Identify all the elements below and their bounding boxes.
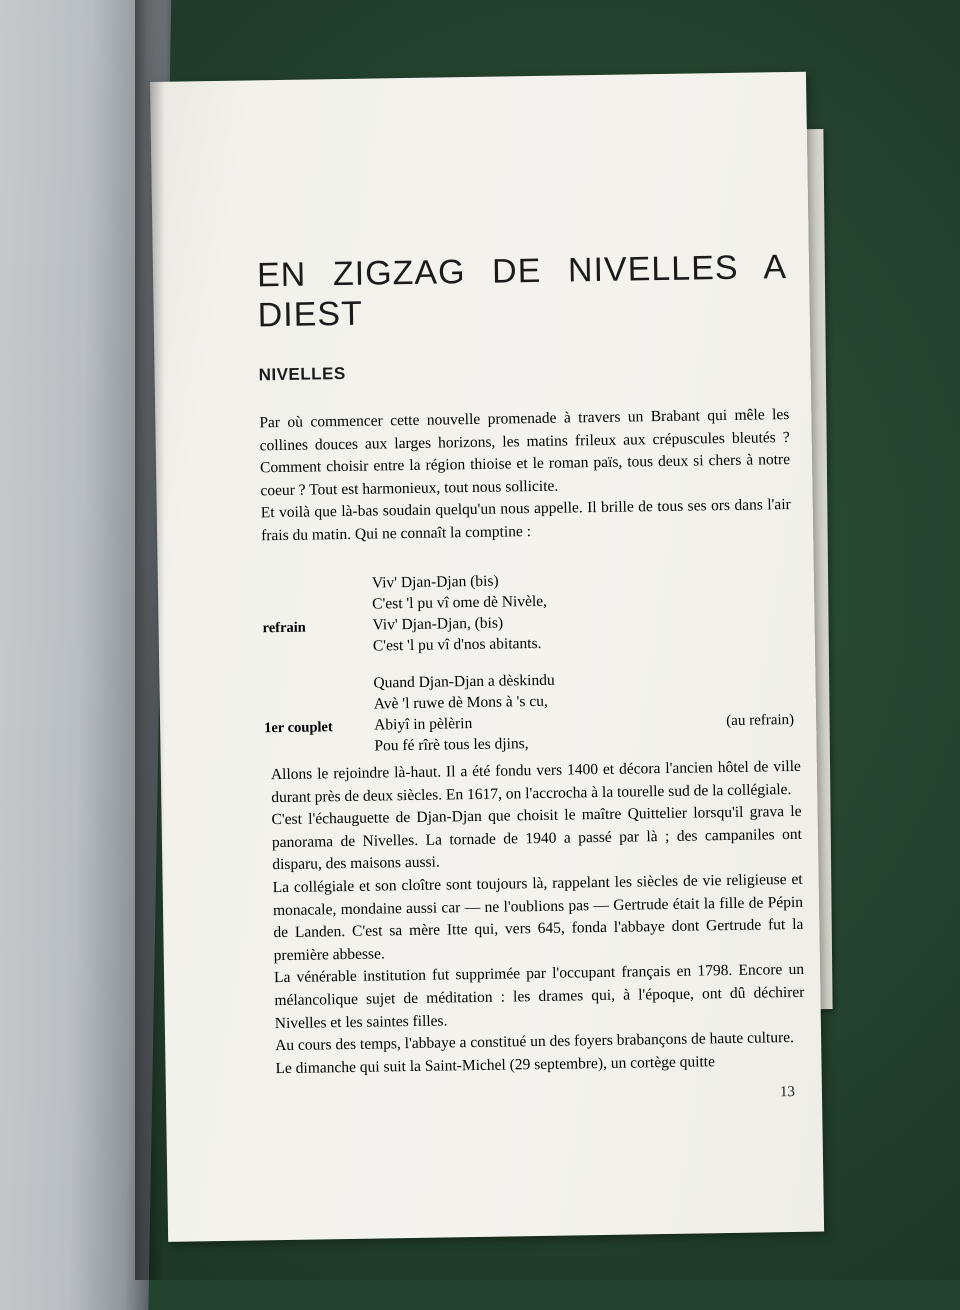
verse-line: C'est 'l pu vî ome dè Nivèle, <box>372 592 548 613</box>
verse-line: Abiyî in pèlèrin <box>373 715 473 734</box>
chapter-title: EN ZIGZAG DE NIVELLES A DIEST <box>256 248 788 335</box>
paragraph: Au cours des temps, l'abbaye a constitué un des foyers brabançons de haute culture. <box>275 1029 795 1055</box>
paragraph: C'est l'échauguette de Djan-Djan que choisit le maître Quittelier lorsqu'il grava le panorama de Nivelles. La tornade de 1940 a passé par là ; des campaniles ont disparu, des maisons aussi. <box>271 803 803 874</box>
section-heading: NIVELLES <box>258 363 346 385</box>
poem-refrain <box>262 566 793 664</box>
paragraph: Le dimanche qui suit la Saint-Michel (29 septembre), un cortège quitte <box>275 1052 716 1077</box>
intro-text <box>259 404 791 548</box>
paragraph: La collégiale et son cloître sont toujours là, rappelant les siècles de vie religieuse et monacale, mondaine aussi car — ne l'oublions pas — Gertrude était la fille de Pépin de Landen. C'est sa mère Itte qui, vers 645, fonda l'abbaye dont Gertrude fut la première abbesse. <box>272 870 804 964</box>
paragraph: Allons le rejoindre là-haut. Il a été fondu vers 1400 et décora l'ancien hôtel de ville durant près de deux siècles. En 1617, on l'accrocha à la tourelle sud de la collégiale. <box>270 757 801 806</box>
verse-line: Avè 'l ruwe dè Mons à 's cu, <box>373 692 548 713</box>
verse-lines <box>373 670 556 757</box>
main-text <box>271 756 806 1081</box>
paragraph: Et voilà que là-bas soudain quelqu'un nous appelle. Il brille de tous ses ors dans l'air frais du matin. Qui ne connaît la comptine : <box>260 496 791 545</box>
page-number: 13 <box>779 1083 796 1101</box>
poem-couplet <box>263 666 794 764</box>
verse-label: refrain <box>262 619 306 637</box>
verse-label: 1er couplet <box>264 719 333 737</box>
book-page <box>150 72 824 1242</box>
verse-line: C'est 'l pu vî d'nos abitants. <box>372 634 542 655</box>
gutter-shadow <box>135 0 165 1280</box>
paragraph: La vénérable institution fut supprimée par l'occupant français en 1798. Encore un mélancolique sujet de méditation : les drames qui, à l'époque, ont dû déchirer Nivelles et les saintes filles. <box>273 961 805 1032</box>
verse-line: Pou fé rîrè tous les djins, <box>374 735 529 755</box>
refrain-note: (au refrain) <box>726 711 795 730</box>
verse-lines <box>372 570 548 657</box>
verse-line: Viv' Djan-Djan (bis) <box>371 572 499 592</box>
paragraph: Par où commencer cette nouvelle promenade à travers un Brabant qui mêle les collines douces aux larges horizons, les matins frileux aux crépuscules bleutés ? Comment choisir entre la région thioise et le roman païs, tous deux si chers à notre coeur ? Tout est harmonieux, tout nous sollicite. <box>259 406 791 500</box>
verse-line: Quand Djan-Djan a dèskindu <box>373 671 555 692</box>
verse-line: Viv' Djan-Djan, (bis) <box>372 614 504 634</box>
